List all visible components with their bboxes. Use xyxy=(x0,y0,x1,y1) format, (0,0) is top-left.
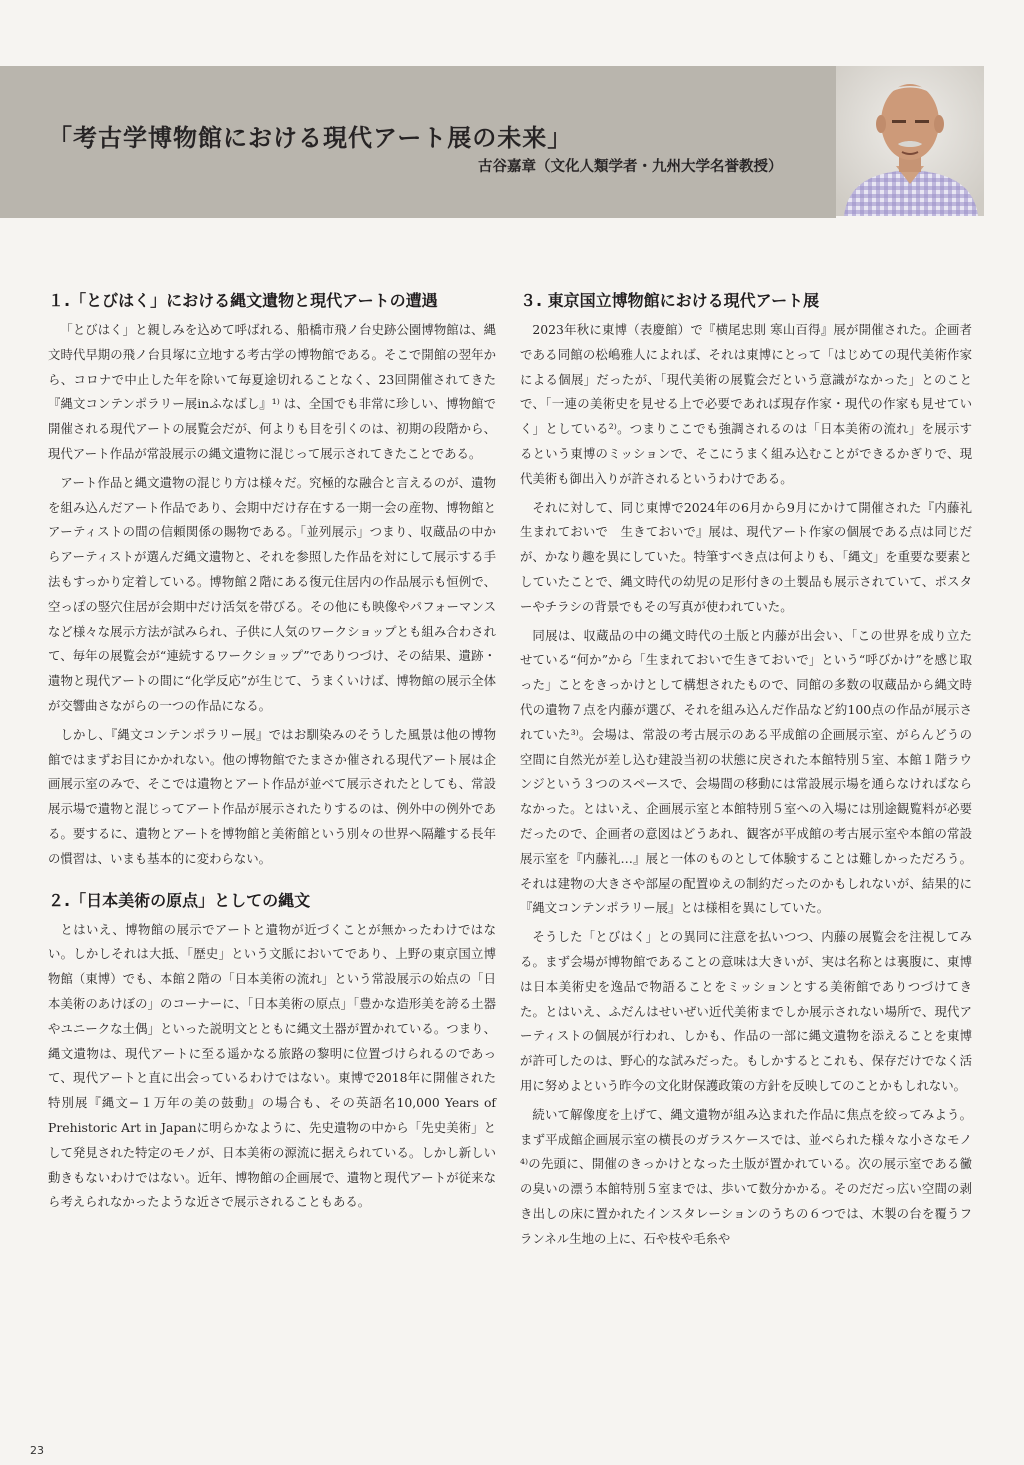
section-1-paragraph-2: アート作品と縄文遺物の混じり方は様々だ。究極的な融合と言えるのが、遺物を組み込んだアート作品であり、会期中だけ存在する一期一会の産物、博物館とアーティストの間の信頼関係の賜物である。「並列展示」つまり、収蔵品の中からアーティストが選んだ縄文遺物と、それを参照した作品を対にして展示する手法もすっかり定着している。博物館２階にある復元住居内の作品展示も恒例で、空っぽの竪穴住居が会期中だけ活気を帯びる。その他にも映像やパフォーマンスなど様々な展示方法が試みられ、子供に人気のワークショップとも組み合わされて、毎年の展覧会が“連続するワークショップ”でありつづけ、その結果、遺跡・遺物と現代アートの間に“化学反応”が生じて、うまくいけば、博物館の展示全体が交響曲さながらの一つの作品になる。 xyxy=(48,474,496,713)
author-portrait xyxy=(836,66,984,216)
left-column xyxy=(48,290,496,1219)
author-byline: 古谷嘉章（文化人類学者・九州大学名誉教授） xyxy=(478,159,783,175)
article-title: 「考古学博物館における現代アート展の未来」 xyxy=(48,124,573,152)
section-3-heading: ３. 東京国立博物館における現代アート展 xyxy=(520,291,820,310)
section-1-paragraph-1: 「とびはく」と親しみを込めて呼ばれる、船橋市飛ノ台史跡公園博物館は、縄文時代早期の飛ノ台貝塚に立地する考古学の博物館である。そこで開館の翌年から、コロナで中止した年を除いて毎夏途切れることなく、23回開催されてきた『縄文コンテンポラリー展inふなばし』¹⁾ は、全国でも非常に珍しい、博物館で開催される現代アートの展覧会だが、何よりも目を引くのは、初期の段階から、現代アート作品が常設展示の縄文遺物に混じって展示されてきたことである。 xyxy=(48,322,496,461)
section-2-paragraph-1: とはいえ、博物館の展示でアートと遺物が近づくことが無かったわけではない。しかしそれは大抵、「歴史」という文脈においてであり、上野の東京国立博物館（東博）でも、本館２階の「日本美術の流れ」という常設展示の始点の「日本美術のあけぼの」のコーナーに、「日本美術の原点」「豊かな造形美を誇る土器やユニークな土偶」といった説明文とともに縄文土器が置かれている。つまり、縄文遺物は、現代アートに至る遥かなる旅路の黎明に位置づけられるのであって、現代アートと直に出会っているわけではない。東博で2018年に開催された特別展『縄文−１万年の美の鼓動』の場合も、その英語名10,000 Years of Prehistoric Art in Japanに明らかなように、先史遺物の中から「先史美術」として発見された特定のモノが、日本美術の源流に据えられている。しかし新しい動きもないわけではない。近年、博物館の企画展で、遺物と現代アートが従来なら考えられなかったような近さで展示されることもある。 xyxy=(48,921,496,1210)
section-3-paragraph-1: 2023年秋に東博（表慶館）で『横尾忠則 寒山百得』展が開催された。企画者である同館の松嶋雅人によれば、それは東博にとって「はじめての現代美術作家による個展」だったが、「現代美術の展覧会だという意識がなかった」とのことで、「一連の美術史を見せる上で必要であれば現存作家・現代の作家も見せていく」としている²⁾。つまりここでも強調されるのは「日本美術の流れ」を展示するという東博のミッションで、そこにうまく組み込むことができるかぎりで、現代美術も御出入りが許されるというわけである。 xyxy=(520,322,972,486)
section-3-paragraph-5: 続いて解像度を上げて、縄文遺物が組み込まれた作品に焦点を絞ってみよう。まず平成館企画展示室の横長のガラスケースでは、並べられた様々な小さなモノ⁴⁾の先頭に、開催のきっかけとなった土版が置かれている。次の展示室である黴の臭いの漂う本館特別５室までは、歩いて数分かかる。そのだだっ広い空間の剥き出しの床に置かれたインスタレーションのうちの６つでは、木製の台を覆うフランネル生地の上に、石や枝や毛糸や xyxy=(520,1106,972,1246)
section-3-paragraph-4: そうした「とびはく」との異同に注意を払いつつ、内藤の展覧会を注視してみる。まず会場が博物館であることの意味は大きいが、実は名称とは裏腹に、東博は日本美術史を逸品で物語ることをミッションとする美術館でありつづけてきた。とはいえ、ふだんはせいぜい近代美術までしか展示されない場所で、現代アーティストの個展が行われ、しかも、作品の一部に縄文遺物を添えることを東博が許可したのは、野心的な試みだった。もしかするとこれも、保存だけでなく活用に努めよという昨今の文化財保護政策の方針を反映してのことかもしれない。 xyxy=(520,929,972,1093)
section-2-heading: ２.「日本美術の原点」としての縄文 xyxy=(48,890,311,910)
section-1-paragraph-3: しかし、『縄文コンテンポラリー展』ではお馴染みのそうした風景は他の博物館ではまずお目にかかれない。他の博物館でたまさか催される現代アート展は企画展示室のみで、そこでは遺物とアート作品が並べて展示されたとしても、常設展示場で遺物と混じってアート作品が展示されたりするのは、例外中の例外である。要するに、遺物とアートを博物館と美術館という別々の世界へ隔離する長年の慣習は、いまも基本的に変わらない。 xyxy=(48,726,496,866)
page-number: 23 xyxy=(30,1444,44,1457)
section-1-heading: １.「とびはく」における縄文遺物と現代アートの遭遇 xyxy=(48,291,438,310)
section-3-paragraph-2: それに対して、同じ東博で2024年の6月から9月にかけて開催された『内藤礼 生まれておいで 生きておいで』展は、現代アート作家の個展である点は同じだが、かなり趣を異にしていた。特筆すべき点は何よりも、「縄文」を重要な要素としていたことで、縄文時代の幼児の足形付きの土製品も展示されていて、ポスターやチラシの背景でもその写真が使われていた。 xyxy=(520,499,985,614)
right-column xyxy=(520,290,985,1255)
section-3-paragraph-3: 同展は、収蔵品の中の縄文時代の土版と内藤が出会い、「この世界を成り立たせている“何か”から「生まれておいで生きておいで」という“呼びかけ”を感じ取った」ことをきっかけとして構想されたもので、同館の多数の収蔵品から縄文時代の遺物７点を内藤が選び、それを組み込んだ作品など約100点の作品が展示されていた³⁾。会場は、常設の考古展示のある平成館の企画展示室、がらんどうの空間に自然光が差し込む建設当初の状態に戻された本館特別５室、本館１階ラウンジという３つのスペースで、会場間の移動には常設展示場を通らなければならなかった。とはいえ、企画展示室と本館特別５室への入場には別途観覧料が必要だったので、企画者の意図はどうあれ、観客が平成館の考古展示室や本館の常設展示室を『内藤礼…』展と一体のものとして体験することは難しかっただろう。それは建物の大きさや部屋の配置ゆえの制約だったのかもしれないが、結果的に『縄文コンテンポラリー展』とは様相を異にしていた。 xyxy=(520,627,972,916)
